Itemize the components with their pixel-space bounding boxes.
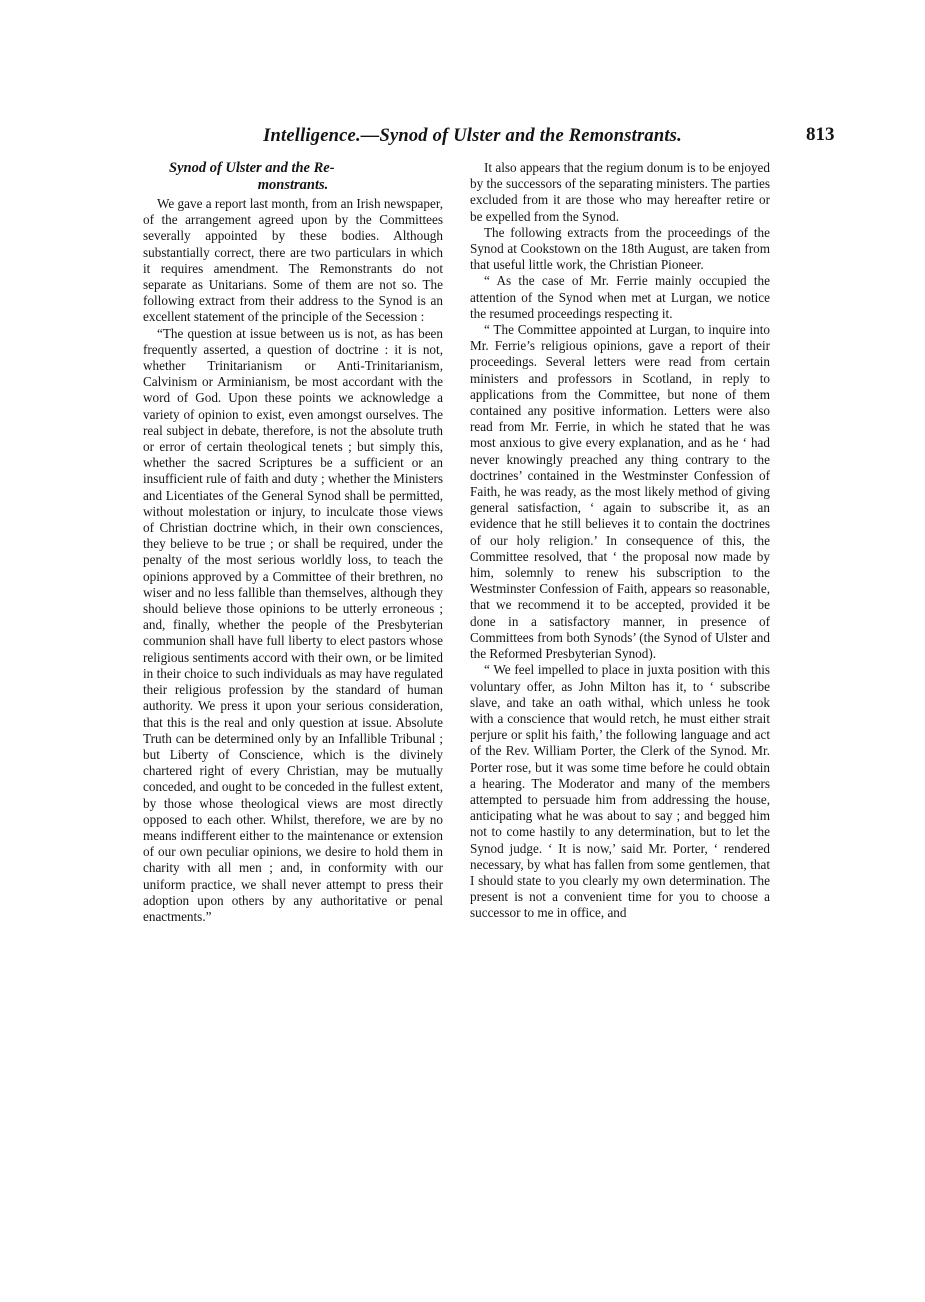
right-column bbox=[470, 160, 770, 922]
article-title bbox=[143, 160, 443, 194]
paragraph: “ We feel impelled to place in juxta position with this voluntary offer, as John Milton has it, to ‘ subscribe slave, and take an oath withal, which unless he took with a conscience that would retch, he must either strait perjure or split his faith,’ the following language and act of the Rev. William Porter, the Clerk of the Synod. Mr. Porter rose, but it was some time before he could obtain a hearing. The Moderator and many of the members attempted to persuade him from addressing the house, anticipating what he was about to say ; and begged him not to come hastily to any determination, but to let the Synod judge. ‘ It is now,’ said Mr. Porter, ‘ rendered necessary, by what has fallen from some gentlemen, that I should state to you clearly my own determination. The present is not a convenient time for you to choose a successor to me in office, and bbox=[470, 662, 770, 921]
article-title-line2: monstrants. bbox=[257, 177, 329, 193]
paragraph: It also appears that the regium donum is to be enjoyed by the successors of the separating ministers. The parties excluded from it are those who may hereafter retire or be expelled from the Synod. bbox=[470, 160, 770, 224]
left-column bbox=[143, 160, 443, 925]
article-title-line1: Synod of Ulster and the Re- bbox=[169, 160, 335, 176]
paragraph-quoted-address: “The question at issue between us is not, as has been frequently asserted, a question of doctrine : it is not, whether Trinitarianism or Anti-Trinitarianism, Calvinism or Arminianism, be most accordant with the word of God. Upon these points we acknowledge a variety of opinion to exist, even amongst ourselves. The real subject in debate, therefore, is not the absolute truth or error of certain theological tenets ; but simply this, whether the sacred Scriptures be a sufficient or an insufficient rule of faith and duty ; whether the Ministers and Licentiates of the General Synod shall be permitted, without molestation or injury, to inculcate those views of Christian doctrine which, in their own consciences, they believe to be true ; or shall be required, under the penalty of the most serious worldly loss, to teach the opinions approved by a Committee of their brethren, no wiser and no less fallible than themselves, although they should believe those opinions to be utterly erroneous ; and, finally, whether the people of the Presbyterian communion shall have full liberty to elect pastors whose religious sentiments accord with their own, or be limited in their choice to such individuals as may have regulated their religious profession by the standard of human authority. We press it upon your serious consideration, that this is the real and only question at issue. Absolute Truth can be determined only by an Infallible Tribunal ; but Liberty of Conscience, which is the divinely chartered right of every Christian, may be mutually conceded, and ought to be conceded in the fullest extent, by those whose theological views are most directly opposed to each other. Whilst, therefore, we are by no means indifferent either to the maintenance or extension of our own peculiar opinions, we desire to hold them in charity with all men ; and, in conformity with our uniform practice, we shall never attempt to press their adoption upon others by any authoritative or penal enactments.” bbox=[143, 325, 443, 924]
paragraph: We gave a report last month, from an Irish newspaper, of the arrangement agreed upon by the Committees severally appointed by these bodies. Although substantially correct, there are two particulars in which it requires amendment. The Remonstrants do not separate as Unitarians. Some of them are not so. The following extract from their address to the Synod is an excellent statement of the principle of the Secession : bbox=[143, 196, 443, 325]
page-number: 813 bbox=[806, 124, 835, 145]
paragraph: The following extracts from the proceedings of the Synod at Cookstown on the 18th August, are taken from that useful little work, the Christian Pioneer. bbox=[470, 224, 770, 273]
paragraph: “ The Committee appointed at Lurgan, to inquire into Mr. Ferrie’s religious opinions, gave a report of their proceedings. Several letters were read from certain ministers and professors in Scotland, in reply to applications from the Committee, but none of them contained any positive information. Letters were also read from Mr. Ferrie, in which he stated that he was most anxious to give every explanation, and as he ‘ had never knowingly preached any thing contrary to the doctrines’ contained in the Westminster Confession of Faith, he was ready, as the most likely method of giving general satisfaction, ‘ again to subscribe it, as an evidence that he still believes it to contain the doctrines of our holy religion.’ In consequence of this, the Committee resolved, that ‘ the proposal now made by him, solemnly to renew his subscription to the Westminster Confession of Faith, appears so reasonable, that we recommend it to be accepted, provided it be done in a satisfactory manner, in presence of Committees from both Synods’ (the Synod of Ulster and the Reformed Presbyterian Synod). bbox=[470, 322, 770, 662]
paragraph: “ As the case of Mr. Ferrie mainly occupied the attention of the Synod when met at Lurgan, we notice the resumed proceedings respecting it. bbox=[470, 273, 770, 321]
running-title: Intelligence.—Synod of Ulster and the Remonstrants. bbox=[263, 126, 682, 146]
